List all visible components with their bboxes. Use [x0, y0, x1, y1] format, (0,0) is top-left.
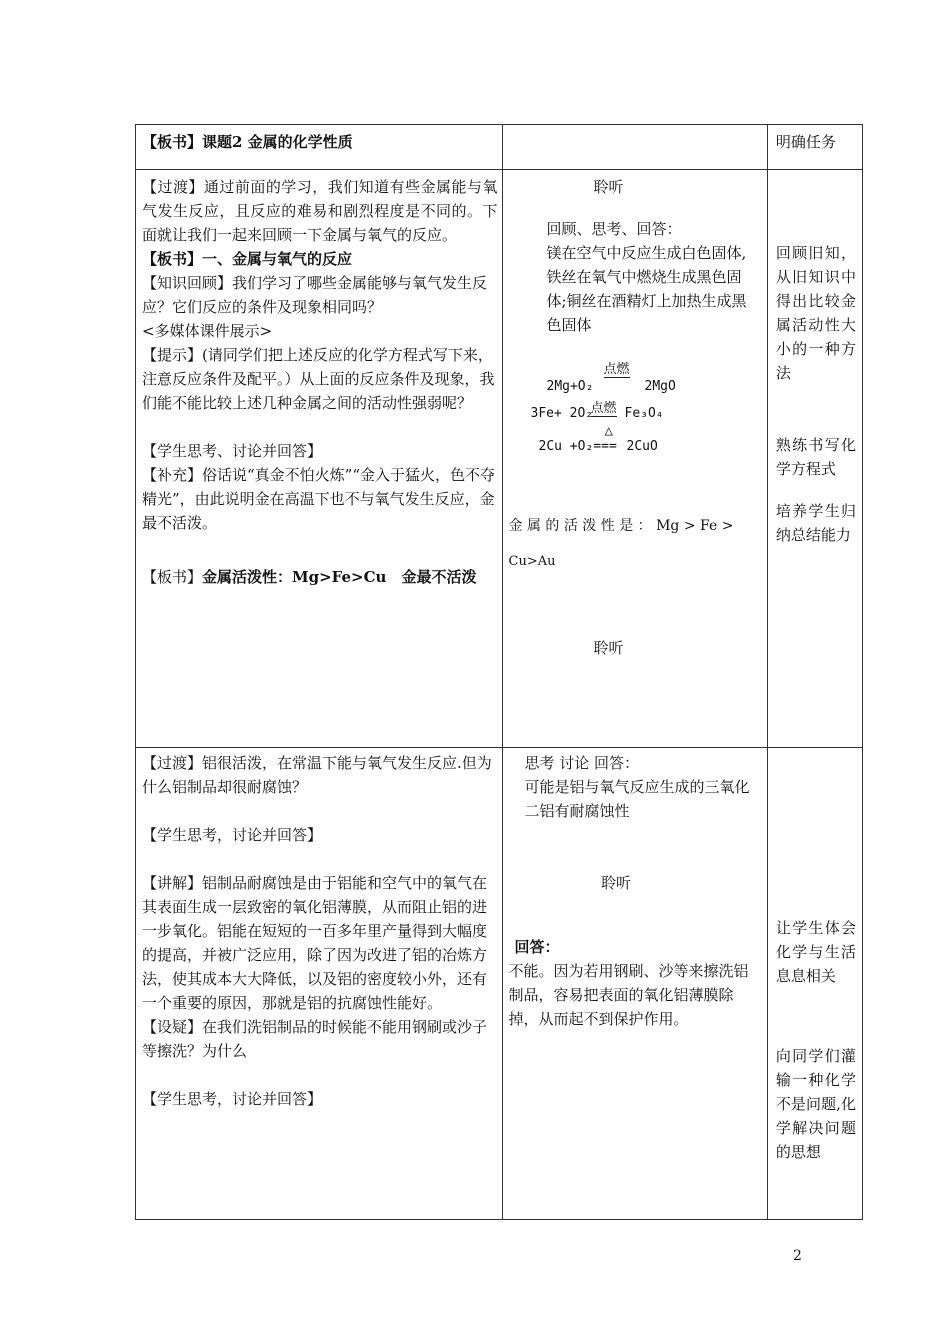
student-activity-cell: [502, 748, 767, 1220]
review-label: 回顾、思考、回答：: [546, 220, 682, 238]
reaction-condition: 点燃: [603, 362, 630, 377]
listen-text: 聆听: [593, 639, 624, 657]
teacher-activity-cell: [136, 170, 503, 748]
hint-text: 【提示】(请同学们把上述反应的化学方程式写下来，注意反应条件及配平。）从上面的反应条件及现象，我们能不能比较上述几种金属之间的活动性强弱呢？: [142, 346, 495, 412]
intent-text: 让学生体会化学与生活息息相关: [775, 919, 856, 985]
explain-text: 【讲解】铝制品耐腐蚀是由于铝能和空气中的氧气在其表面生成一层致密的氧化铝薄膜，从而阻止铝的进一步氧化。铝能在短短的一百多年里产量得到大幅度的提高，并被广泛应用，除了因为改进了铝的冶炼方法，使其成本大大降低，以及铝的密度较小外，还有一个重要的原因，那就是铝的抗腐蚀性能好。: [142, 874, 488, 1012]
table-row: [136, 748, 863, 1220]
equation-product: 2MgO: [644, 379, 676, 394]
transition-text: 【过渡】铝很活泼，在常温下能与氧气发生反应.但为什么铝制品却很耐腐蚀？: [142, 754, 492, 796]
board-heading: 【板书】一、金属与氧气的反应: [142, 250, 353, 268]
student-activity-cell: [502, 125, 767, 170]
design-intent-cell: [767, 125, 862, 170]
listen-text: 聆听: [600, 874, 631, 892]
think-prompt: 【学生思考，讨论并回答】: [142, 826, 323, 844]
think-prompt: 【学生思考、讨论并回答】: [142, 442, 323, 460]
intent-text: 向同学们灌输一种化学不是问题,化学解决问题的思想: [775, 1047, 856, 1161]
question-text: 【设疑】在我们洗铝制品的时候能不能用钢刷或沙子等擦洗？为什么: [142, 1018, 488, 1060]
intent-text: 熟练书写化学方程式: [775, 436, 856, 478]
intent-text: 培养学生归纳总结能力: [775, 502, 856, 544]
equation-mg: [509, 362, 761, 400]
lesson-plan-table: [135, 124, 863, 1220]
teacher-activity-cell: [136, 748, 503, 1220]
think-label: 思考 讨论 回答：: [524, 754, 640, 772]
media-note: <多媒体课件展示>: [142, 322, 273, 340]
activity-order-board: 金属活泼性：Mg>Fe>Cu 金最不活泼: [202, 568, 477, 586]
equation-reactants: 2Cu +O₂===: [538, 439, 617, 454]
teacher-activity-cell: [136, 125, 503, 170]
activity-order-tail: Cu>Au: [508, 554, 556, 569]
board-title: 【板书】课题2 金属的化学性质: [142, 133, 353, 151]
intent-text: 明确任务: [775, 133, 836, 151]
design-intent-cell: [767, 748, 862, 1220]
board-prefix: 【板书】: [142, 568, 203, 586]
student-activity-cell: [502, 170, 767, 748]
equation-cu: [509, 423, 761, 466]
table-row: [136, 170, 863, 748]
think-answer: 可能是铝与氧气反应生成的三氧化二铝有耐腐蚀性: [524, 778, 750, 820]
reaction-condition: 点燃: [590, 401, 617, 416]
activity-order-text: 金 属 的 活 泼 性 是 ： Mg > Fe >: [508, 518, 734, 534]
design-intent-cell: [767, 170, 862, 748]
answer-label: 回答：: [514, 938, 560, 956]
equation-product: 2CuO: [626, 439, 658, 454]
equation-fe: [509, 400, 761, 433]
think-prompt: 【学生思考，讨论并回答】: [142, 1090, 323, 1108]
heat-symbol: △: [604, 423, 613, 439]
equation-reactants: 3Fe+ 2O₂: [530, 406, 594, 421]
intent-text: 回顾旧知，从旧知识中得出比较金属活动性大小的一种方法: [775, 244, 856, 382]
equation-reactants: 2Mg+O₂: [546, 379, 594, 394]
supplement-text: 【补充】俗话说“真金不怕火炼”“金入于猛火，色不夺精光”，由此说明金在高温下也不与氧气发生反应，金最不活泼。: [142, 466, 496, 532]
page-number: 2: [793, 1248, 802, 1264]
review-answer: 镁在空气中反应生成白色固体,铁丝在氧气中燃烧生成黑色固体;铜丝在酒精灯上加热生成黑色固体: [546, 244, 747, 334]
transition-text: 【过渡】通过前面的学习，我们知道有些金属能与氧气发生反应，且反应的难易和剧烈程度是不同的。下面就让我们一起来回顾一下金属与氧气的反应。: [142, 178, 498, 244]
review-text: 【知识回顾】我们学习了哪些金属能够与氧气发生反应？它们反应的条件及现象相同吗？: [142, 274, 488, 316]
listen-text: 聆听: [593, 178, 624, 196]
answer-text: 不能。因为若用钢刷、沙等来擦洗铝制品，容易把表面的氧化铝薄膜除掉，从而起不到保护作用。: [508, 962, 749, 1028]
equation-product: Fe₃O₄: [624, 406, 664, 421]
table-row: [136, 125, 863, 170]
